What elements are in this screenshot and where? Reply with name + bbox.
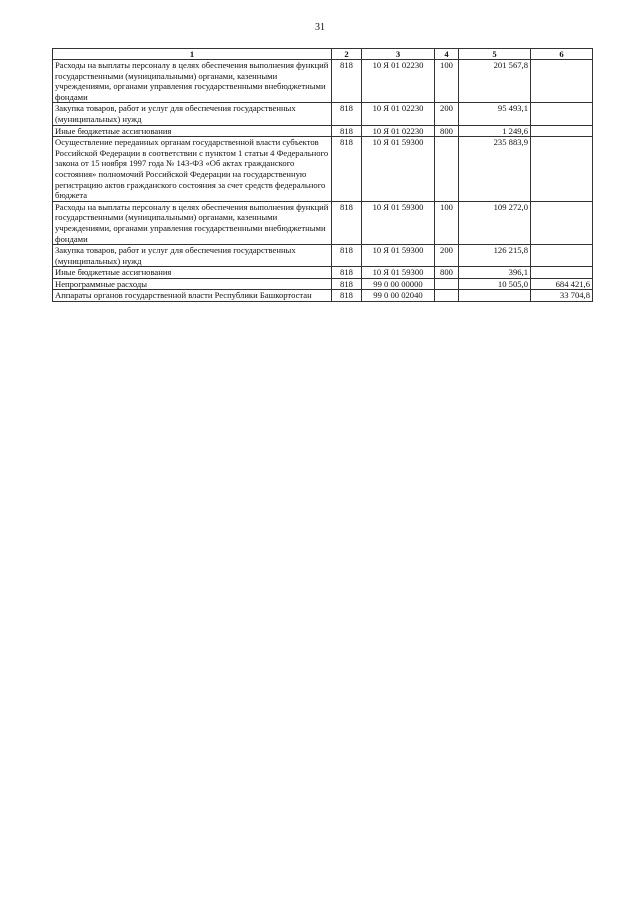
row-expense-type: [435, 278, 459, 290]
row-amount-2: 684 421,6: [531, 278, 593, 290]
row-amount-1: 10 505,0: [459, 278, 531, 290]
row-grbs-code: 818: [332, 278, 362, 290]
row-target-code: 10 Я 01 59300: [362, 201, 435, 244]
table-header-row: [53, 49, 593, 60]
row-name: Иные бюджетные ассигнования: [53, 267, 332, 279]
column-header-5: 5: [459, 49, 531, 60]
column-header-4: 4: [435, 49, 459, 60]
row-expense-type: 800: [435, 267, 459, 279]
row-amount-2: [531, 201, 593, 244]
row-amount-2: [531, 103, 593, 125]
table-row: [53, 137, 593, 202]
row-grbs-code: 818: [332, 201, 362, 244]
column-header-6: 6: [531, 49, 593, 60]
row-amount-2: [531, 60, 593, 103]
row-amount-2: [531, 245, 593, 267]
row-amount-1: 235 883,9: [459, 137, 531, 202]
row-grbs-code: 818: [332, 103, 362, 125]
row-target-code: 10 Я 01 59300: [362, 245, 435, 267]
row-expense-type: [435, 290, 459, 302]
row-expense-type: 100: [435, 60, 459, 103]
page-number: 31: [315, 22, 325, 33]
row-target-code: 10 Я 01 59300: [362, 267, 435, 279]
row-target-code: 99 0 00 02040: [362, 290, 435, 302]
row-expense-type: 200: [435, 103, 459, 125]
row-target-code: 10 Я 01 02230: [362, 60, 435, 103]
column-header-3: 3: [362, 49, 435, 60]
row-name: Иные бюджетные ассигнования: [53, 125, 332, 137]
row-amount-2: [531, 137, 593, 202]
column-header-2: 2: [332, 49, 362, 60]
row-name: Расходы на выплаты персоналу в целях обеспечения выполнения функций государственными (муниципальными) органами, казенными учреждениями, органами управления государственными внебюджетными фондами: [53, 201, 332, 244]
row-name: Закупка товаров, работ и услуг для обеспечения государственных (муниципальных) нужд: [53, 245, 332, 267]
row-expense-type: [435, 137, 459, 202]
budget-table: [52, 48, 593, 302]
row-name: Аппараты органов государственной власти Республики Башкортостан: [53, 290, 332, 302]
row-amount-1: 201 567,8: [459, 60, 531, 103]
row-name: Закупка товаров, работ и услуг для обеспечения государственных (муниципальных) нужд: [53, 103, 332, 125]
row-grbs-code: 818: [332, 125, 362, 137]
row-target-code: 10 Я 01 59300: [362, 137, 435, 202]
row-amount-1: [459, 290, 531, 302]
row-amount-2: [531, 125, 593, 137]
table-row: [53, 125, 593, 137]
row-amount-1: 1 249,6: [459, 125, 531, 137]
row-expense-type: 200: [435, 245, 459, 267]
row-amount-1: 95 493,1: [459, 103, 531, 125]
row-amount-1: 396,1: [459, 267, 531, 279]
table-row: [53, 103, 593, 125]
row-target-code: 10 Я 01 02230: [362, 103, 435, 125]
row-expense-type: 100: [435, 201, 459, 244]
row-name: Непрограммные расходы: [53, 278, 332, 290]
table-row: [53, 201, 593, 244]
table-row: [53, 290, 593, 302]
row-grbs-code: 818: [332, 267, 362, 279]
table-row: [53, 278, 593, 290]
row-grbs-code: 818: [332, 290, 362, 302]
row-amount-2: [531, 267, 593, 279]
table-row: [53, 267, 593, 279]
row-grbs-code: 818: [332, 60, 362, 103]
row-amount-2: 33 704,8: [531, 290, 593, 302]
table-row: [53, 245, 593, 267]
row-expense-type: 800: [435, 125, 459, 137]
column-header-1: 1: [53, 49, 332, 60]
row-amount-1: 126 215,8: [459, 245, 531, 267]
row-target-code: 99 0 00 00000: [362, 278, 435, 290]
row-grbs-code: 818: [332, 245, 362, 267]
row-name: Расходы на выплаты персоналу в целях обеспечения выполнения функций государственными (муниципальными) органами, казенными учреждениями, органами управления государственными внебюджетными фондами: [53, 60, 332, 103]
row-target-code: 10 Я 01 02230: [362, 125, 435, 137]
row-name: Осуществление переданных органам государственной власти субъектов Российской Федерации в соответствии с пунктом 1 статьи 4 Федерального закона от 15 ноября 1997 года № 143-ФЗ «Об актах гражданского состояния» полномочий Российской Федерации на государственную регистрацию актов гражданского состояния за счет средств федерального бюджета: [53, 137, 332, 202]
row-grbs-code: 818: [332, 137, 362, 202]
table-row: [53, 60, 593, 103]
row-amount-1: 109 272,0: [459, 201, 531, 244]
